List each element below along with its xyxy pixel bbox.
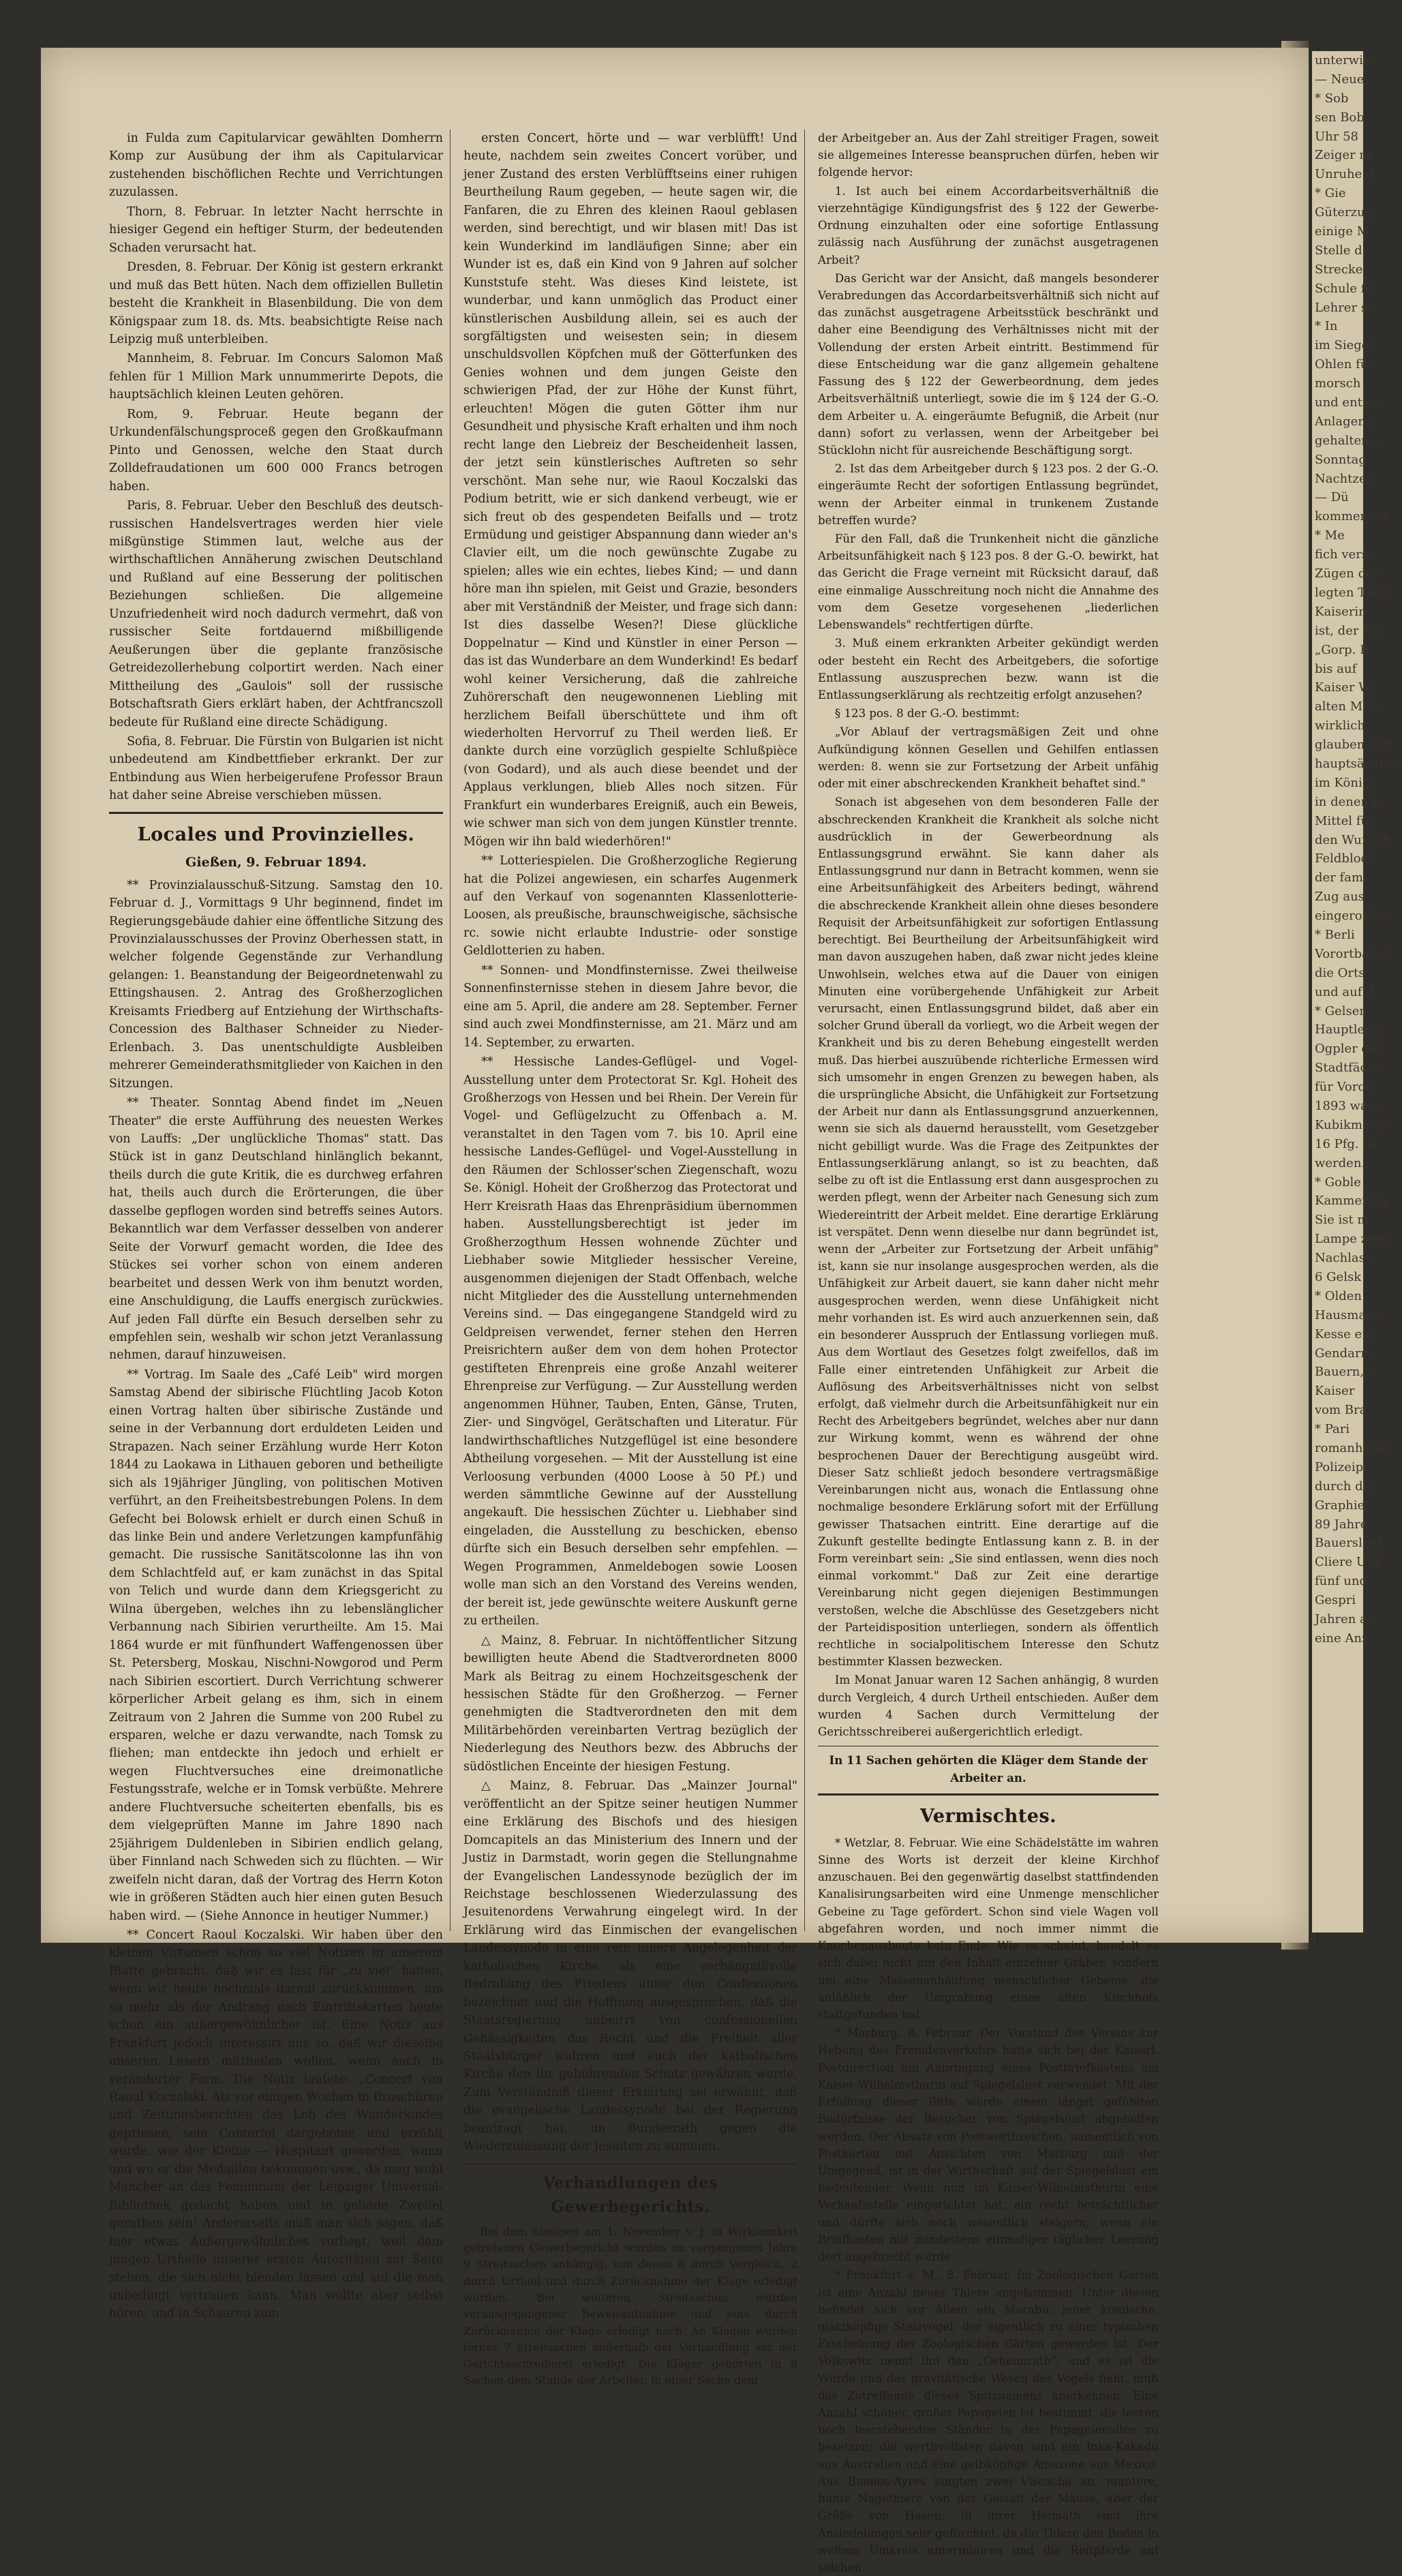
- adjacent-page-line: * Gelsen: [1315, 1003, 1367, 1018]
- adjacent-page-line: Güterzug: [1315, 205, 1373, 220]
- adjacent-page-line: Lehrer so: [1315, 300, 1375, 315]
- adjacent-page-line: Sie ist m: [1315, 1213, 1369, 1228]
- court-item: 1. Ist auch bei einem Accordarbeitsverhältniß die vierzehntägige Kündigungsfrist des § 122 der Gewerbe-Ordnung einzuhalten oder eine sofortige Entlassung zulässig nach Ausführung der zunächst ausgetragenen Arbeit?: [818, 184, 1159, 267]
- news-item: Mannheim, 8. Februar. Im Concurs Salomon Maß fehlen für 1 Million Mark unnummerirte Depots, die hauptsächlich kleinen Leuten gehören.: [109, 352, 443, 402]
- adjacent-page-line: 89 Jahre: [1315, 1517, 1368, 1532]
- adjacent-page-line: gehalten s: [1315, 433, 1380, 448]
- news-item: in Fulda zum Capitularvicar gewählten Domherrn Komp zur Ausübung der ihm als Capitularvicar zustehenden bischöflichen Rechte und Verrichtungen zuzulassen.: [109, 132, 443, 200]
- column-3: [818, 130, 1159, 2574]
- adjacent-page-line: Kesse ein: [1315, 1327, 1374, 1342]
- adjacent-page-line: Zug aus: [1315, 890, 1365, 905]
- adjacent-page-line: legten Theil: [1315, 585, 1389, 600]
- adjacent-page-line: Kaiser: [1315, 1384, 1355, 1399]
- adjacent-page-line: Kubikmeter: [1315, 1117, 1388, 1132]
- adjacent-page-line: Nachtzeit: [1315, 471, 1375, 486]
- adjacent-page-line: — Dü: [1315, 490, 1349, 505]
- adjacent-page-line: im Königl: [1315, 775, 1374, 790]
- adjacent-page-line: Polizeipr: [1315, 1459, 1369, 1474]
- court-item: 2. Ist das dem Arbeitgeber durch § 123 pos. 2 der G.-O. eingeräumte Recht der sofortigen Entlassung begründet, wenn der Arbeiter einmal in trunkenem Zustande betreffen wurde?: [818, 462, 1159, 527]
- misc-news-item: * Wetzlar, 8. Februar. Wie eine Schädelstätte im wahren Sinne des Worts ist derzeit der kleine Kirchhof anzuschauen. Bei den gegenwärtig daselbst stattfindenden Kanalisirungsarbeiten wird eine Unmenge menschlicher Gebeine zu Tage gefördert. Schon sind viele Wagen voll abgefahren worden, und noch immer nimmt die Knochenausbeute kein Ende. Wie es scheint, handelt es sich dabei nicht um den Inhalt einzelner Gräber, sondern um eine Massenanhäufung menschlicher Gebeine, die anläßlich der Umgrabung eines alten Kirchhofs stattgefunden hat.: [818, 1836, 1159, 2021]
- adjacent-page-line: Zeiger m: [1315, 148, 1371, 163]
- adjacent-page-line: * Sob: [1315, 91, 1349, 106]
- gewerbe-paragraph: Bei dem hiesigen am 1. November v. J. in Wirksamkeit getretenen Gewerbegericht wurden im vergangenen Jahre 9 Streitsachen anhängig, von denen 6 durch Vergleich, 2 durch Urtheil und durch Zurücknahme der Klage erledigt wurden. Bei weiteren Streitsachen wurden vorausgegangener Beweisaufnahme und eine durch Zurücknahme der Klage erledigt nach. An Klagen wurden ferner 7 Streitsachen außerhalb der Verhandlung vor der Gerichtsschreiberei erledigt. Die Kläger gehörten in 8 Sachen dem Stande der Arbeiter, in einer Sache dem: [463, 2224, 797, 2387]
- misc-news-item: * Marburg, 8. Februar. Der Vorstand des Vereins zur Hebung des Fremdenverkehrs hatte sich bei der Kaiserl. Postdirection um Anbringung eines Postbriefkastens am Kaiser-Wilhelmsthurm auf Spiegelslust verwendet. Mit der Erfüllung dieser Bitte würde einem längst gefühlten Bedürfnisse der Besucher von Spiegelslust abgeholfen werden. Der Absatz von Postwerthzeichen, namentlich von Postkarten mit Ansichten von Marburg und der Umgegend, ist in der Wirthschaft auf der Spiegelslust ein bedeutender. Wenn nun im Kaiser-Wilhelmsthurm eine Verkaufsstelle eingerichtet hat, ein recht beträchtlicher und dürfte sich noch wesentlich steigern, wenn ein Briefkasten mit mindestens einmaliger täglicher Leerung dort angebracht würde.: [818, 2027, 1159, 2264]
- section-title-gewerbegericht: Verhandlungen des Gewerbegerichts.: [543, 2173, 718, 2216]
- dateline: Gießen, 9. Februar 1894.: [185, 854, 367, 870]
- adjacent-page-line: * Berli: [1315, 927, 1355, 942]
- closing-line: In 11 Sachen gehörten die Kläger dem Stande der Arbeiter an.: [829, 1753, 1148, 1785]
- court-item: Sonach ist abgesehen von dem besonderen Falle der abschreckenden Krankheit die Krankheit als solche nicht ausdrücklich in der Gewerbeordnung als Entlassungsgrund erwähnt. Sie kann daher als Entlassungsgrund nur dann in Betracht kommen, wenn sie eine Arbeitsunfähigkeit des Arbeiters bedingt, während die abschreckende Krankheit allein ohne dieses besondere Requisit der Arbeitsunfähigkeit zur sofortigen Entlassung berechtigt. Bei Beurtheilung der Arbeitsunfähigkeit wird man davon auszugehen haben, daß zwar nicht jedes kleine Unwohlsein, welches etwa auf die Dauer von einigen Minuten eine vorübergehende Unfähigkeit zur Arbeit verursacht, einen Entlassungsgrund bildet, daß aber ein solcher Grund überall da vorliegt, wo die Arbeit wegen der Krankheit und bis zu deren Behebung eingestellt werden muß. Das hierbei auszuübende richterliche Ermessen wird sich umsomehr in engen Grenzen zu bewegen haben, als die ursprüngliche Absicht, die Unfähigkeit zur Fortsetzung der Arbeit nur dann als Entlassungsgrund anzuerkennen, wenn sie sich als dauernd herausstellt, vom Gesetzgeber nicht gebilligt wurde. Was die Frage des Zeitpunktes der Entlassungserklärung anlangt, so ist zu beachten, daß selbe zu oft ist die Entlassung erst dann ausgesprochen zu werden pflegt, wenn der Arbeiter nach Genesung sich zum Wiedereintritt der Arbeit meldet. Eine derartige Erklärung ist verspätet. Denn wenn dieselbe nur dann begründet ist, wenn der „Arbeiter zur Fortsetzung der Arbeit unfähig" ist, kann sie nur insolange ausgesprochen werden, als die Unfähigkeit zur Arbeit dauert, sie kann daher nicht mehr ausgesprochen werden, wenn diese Unfähigkeit nicht mehr vorhanden ist. Es wird auch anzuerkennen sein, daß ein besonderer Ausspruch der Entlassung vorliegen muß. Aus dem Wortlaut des Gesetzes folgt zweifellos, daß im Falle einer eintretenden Unfähigkeit zur Arbeit die Auflösung des Arbeitsverhältnisses nicht von selbst erfolgt, daß vielmehr durch die Arbeitsunfähigkeit nur ein Recht des Arbeitgebers begründet, welches aber nur dann zur Wirkung kommt, wenn es während der ohne besprochenen Dauer der Berechtigung ausgeübt wird. Dieser Satz schließt jedoch besondere vertragsmäßige Vereinbarungen nicht aus, wonach die Entlassung ohne nochmalige besondere Erklärung sofort mit der Erfüllung gewisser Thatsachen eintritt. Eine derartige auf die Zukunft gestellte bedingte Entlassung kann z. B. in der Form vereinbart sein: „Sie sind entlassen, wenn dies noch einmal vorkommt." Daß zur Zeit eine derartige Vereinbarung nicht gegen diejenigen Bestimmungen verstoßen, welche die Abschlüsse des Gesetzgebers nicht der Parteidisposition unterliegen, sondern als öffentlich rechtliche in socialpolitischem Interesse den Schutz bestimmter Klassen bezwecken.: [818, 795, 1159, 1669]
- local-news-item: ** Concert Raoul Koczalski. Wir haben über den kleinen Virtuosen schon so viel Notizen in unserem Blatte gebracht, daß wir es fast für „zu viel" halten, wenn wir heute nochmals darauf zurückkommen, um so mehr als der Andrang nach Eintrittskarten heute schon ein außergewöhnlicher ist. Eine Notiz aus Frankfurt jedoch interessirt uns so, daß wir dieselbe unseren Lesern mittheilen wollen, wenn auch in veränderter Form. Die Notiz lautete: „Concert von Raoul Koczalski. Als vor einigen Wochen in Broschüren und Zeitungsberichten das Lob des Wunderkindes gepriesen, sein Conterfei dargeboten und erzählt wurde, wie der Kleine — Hospitant geworden, wann und wo er die Medaillen bekommen usw., da mag wohl Mancher an das Femininum der Leipziger Universal-Bibliothek gedacht haben und in gelinde Zweifel gerathen sein! Andererseits muß man sich sagen, daß hier etwas Außergewöhnliches vorliegt, weil dem jungen Urtheile unserer ersten Autoritäten zur Seite stehen, die sich nicht blenden lassen und auf die man unbedingt vertrauen kann. Man wollte aber selbst hören, und in Schaaren zum: [109, 1928, 443, 2321]
- adjacent-page-line: fünf und: [1315, 1574, 1367, 1589]
- adjacent-page-line: die Orts: [1315, 965, 1365, 980]
- adjacent-page-line: Anlagen n: [1315, 414, 1378, 429]
- adjacent-page-line: Gespri: [1315, 1593, 1356, 1608]
- column-divider: [450, 130, 451, 1931]
- adjacent-page-line: unterwiki: [1315, 53, 1375, 67]
- adjacent-page-line: einige M: [1315, 224, 1370, 239]
- adjacent-page-line: Zügen der: [1315, 566, 1380, 581]
- adjacent-page-line: im Siegen: [1315, 338, 1377, 353]
- adjacent-page-line: * Me: [1315, 528, 1345, 543]
- adjacent-page-line: Ohlen für: [1315, 357, 1374, 372]
- adjacent-page-line: alten Mob: [1315, 699, 1378, 714]
- adjacent-page-line: Kaiserin: [1315, 604, 1367, 619]
- news-item: Dresden, 8. Februar. Der König ist gestern erkrankt und muß das Bett hüten. Nach dem offiziellen Bulletin besteht die Krankheit in Blasenbildung. Die von dem Königspaar zum 18. ds. Mts. beabsichtigte Reise nach Leipzig muß unterbleiben.: [109, 260, 443, 346]
- adjacent-page-line: Bauern, d: [1315, 1365, 1376, 1380]
- adjacent-page-line: Lampe zerri: [1315, 1232, 1390, 1247]
- adjacent-page-line: und auf d: [1315, 984, 1374, 999]
- court-item: 3. Muß einem erkrankten Arbeiter gekündigt werden oder besteht ein Recht des Arbeitgebers, die sofortige Entlassung auszusprechen bezw. wann ist die Entlassungserklärung als rechtzeitig erfolgt anzusehen?: [818, 637, 1159, 701]
- adjacent-page-line: kommender: [1315, 509, 1389, 524]
- local-news-item: ** Provinzialausschuß-Sitzung. Samstag den 10. Februar d. J., Vormittags 9 Uhr beginnend, findet im Regierungsgebäude dahier eine öffentliche Sitzung des Provinzialausschusses der Provinz Oberhessen statt, in welcher folgende Gegenstände zur Verhandlung gelangen: 1. Beanstandung der Beigeordnetenwahl zu Ettingshausen. 2. Antrag des Großherzoglichen Kreisamts Friedberg auf Entziehung der Wirthschafts-Concession des Balthaser Schneider zu Nieder-Erlenbach. 3. Das unentschuldigte Ausbleiben mehrerer Gemeinderathsmitglieder von Kaichen in den Sitzungen.: [109, 878, 443, 1091]
- news-item: ersten Concert, hörte und — war verblüfft! Und heute, nachdem sein zweites Concert vorüber, und jener Zustand des ersten Verblüfftseins einer ruhigen Beurtheilung Raum gegeben, — heute sagen wir, die Fanfaren, die zu Ehren des kleinen Raoul geblasen werden, sind berechtigt, und wir blasen mit! Das ist kein Wunderkind im landläufigen Sinne; aber ein Wunder ist es, daß ein Kind von 9 Jahren auf solcher Kunststufe steht. Was dieses Kind leistete, ist wunderbar, und kann unmöglich das Product einer künstlerischen Ausbildung allein, sei es auch der sorgfältigsten und weisesten sein; in diesem unschuldsvollen Köpfchen muß der Götterfunken des Genies wohnen und dem jungen Geiste den schwierigen Pfad, der zur Höhe der Kunst führt, erleuchten! Mögen die guten Götter ihm nur Gesundheit und physische Kraft erhalten und ihm noch recht lange den Liebreiz der Bescheidenheit lassen, der jetzt sein künstlerisches Auftreten so sehr verschönt. Man sehe nur, wie Raoul Koczalski das Podium betritt, wie er sich dankend verbeugt, wie er sich freut ob des gespendeten Beifalls und — trotz Ermüdung und geistiger Abspannung dann wieder an's Clavier eilt, um die noch gewünschte Zugabe zu spielen; alles wie ein echtes, liebes Kind; — und dann höre man ihn spielen, mit Geist und Grazie, besonders aber mit Verständniß der Meister, und frage sich dann: Ist dies dasselbe Wesen?! Diese glückliche Doppelnatur — Kind und Künstler in einer Person — das ist das Wunderbare an dem Wunderkind! Es bedarf wohl keiner Versicherung, daß die zahlreiche Zuhörerschaft den neugewonnenen Liebling mit herzlichem Beifall überschüttete und ihm oft wiederholten Hervorruf zu Theil werden ließ. Er dankte durch eine vorzüglich gespielte Schlußpièce (von Godard), und als auch diese beendet und der Applaus verklungen, blieb Alles noch sitzen. Für Frankfurt ein wunderbares Ereigniß, auch ein Beweis, wie schwer man sich von dem jungen Künstler trennte. Mögen wir ihn bald wiederhören!": [463, 132, 797, 849]
- adjacent-page-line: morsch: [1315, 376, 1361, 391]
- intro-paragraph: der Arbeitgeber an. Aus der Zahl streitiger Fragen, soweit sie allgemeines Interesse beanspruchen dürfen, heben wir folgende hervor:: [818, 132, 1159, 179]
- news-item: △ Mainz, 8. Februar. Das „Mainzer Journal" veröffentlicht an der Spitze seiner heutigen Nummer eine Erklärung des Bischofs und des hiesigen Domcapitels an das Ministerium des Innern und der Justiz in Darmstadt, worin gegen die Stellungnahme der Evangelischen Landessynode bezüglich der im Reichstage beschlossenen Wiederzulassung des Jesuitenordens Verwahrung eingelegt wird. In der Erklärung wird das Einmischen der evangelischen Landessynode in eine rein innere Angelegenheit der katholischen Kirche als eine verhängnißvolle Bedrohung des Friedens unter den Confessionen bezeichnet und die Hoffnung ausgesprochen, daß die Staatsregierung unbeirrt von confessionellen Gehässigkeiten das Recht und die Freiheit aller Staatsbürger wahren und auch der katholischen Kirche den ihr gebührenden Schutz gewähren werde. Zum Verständniß dieser Erklärung sei erwähnt, daß die evangelische Landessynode bei der Regierung beantragt hat, im Bundesrath gegen die Wiederzulassung der Jesuiten zu stimmen.: [463, 1779, 797, 2154]
- news-item: ** Sonnen- und Mondfinsternisse. Zwei theilweise Sonnenfinsternisse stehen in diesem Jahre bevor, die eine am 5. April, die andere am 28. September. Ferner sind auch zwei Mondfinsternisse, am 21. März und am 14. September, zu erwarten.: [463, 963, 797, 1050]
- section-title-vermischtes: Vermischtes.: [919, 1805, 1057, 1827]
- news-item: ** Lotteriespielen. Die Großherzogliche Regierung hat die Polizei angewiesen, ein scharfes Augenmerk auf den Verkauf von sogenannten Klassenlotterie-Loosen, als preußische, braunschweigische, sächsische rc. sowie nicht erlaubte Industrie- oder sonstige Geldlotterien zu haben.: [463, 854, 797, 958]
- adjacent-page-line: durch die: [1315, 1479, 1375, 1494]
- adjacent-page-line: fich versi: [1315, 547, 1372, 562]
- news-item: △ Mainz, 8. Februar. In nichtöffentlicher Sitzung bewilligten heute Abend die Stadtverordneten 8000 Mark als Beitrag zu einem Hochzeitsgeschenk der hessischen Städte für den Großherzog. — Ferner genehmigten die Stadtverordneten den mit dem Militärbehörden vereinbarten Vertrag bezüglich der Niederlegung des Neuthors bezw. des Abbruchs der südöstlichen Enceinte der hiesigen Festung.: [463, 1633, 797, 1774]
- court-item: „Vor Ablauf der vertragsmäßigen Zeit und ohne Aufkündigung können Gesellen und Gehilfen entlassen werden: 8. wenn sie zur Fortsetzung der Arbeit unfähig oder mit einer abschreckenden Krankheit behaftet sind.": [818, 725, 1159, 791]
- adjacent-page-line: Ogpler des: [1315, 1042, 1383, 1057]
- adjacent-page-line: hauptsächlich: [1315, 756, 1402, 771]
- adjacent-page-line: Nachlass: [1315, 1251, 1372, 1266]
- adjacent-page-line: der fami: [1315, 870, 1367, 885]
- adjacent-page-line: Cliere Unt: [1315, 1555, 1380, 1570]
- adjacent-page-line: glauben, mit: [1315, 738, 1393, 753]
- adjacent-page-line: Strecke: [1315, 262, 1363, 277]
- adjacent-page-line: für Vorori: [1315, 1080, 1375, 1095]
- section-title-locales: Locales und Provinzielles.: [137, 823, 415, 845]
- section-rule: [109, 812, 443, 814]
- adjacent-page-line: * Goble: [1315, 1175, 1361, 1189]
- adjacent-page-line: Jahren au: [1315, 1612, 1375, 1627]
- court-item: Das Gericht war der Ansicht, daß mangels besonderer Verabredungen das Accordarbeitsverhältniß sich nicht auf das zunächst ausgetragene Arbeitsstück beschränkt und daher eine Beendigung des Verhältnisses nicht mit der Vollendung der ersten Arbeit eintritt. Bestimmend für diese Entscheidung war die ganz allgemein gehaltene Fassung des § 122 der Gewerbeordnung, dem jedes Arbeitsverhältniß unterliegt, sowie die im § 124 der G.-O. dem Arbeiter u. A. eingeräumte Befugniß, die Arbeit (nur dann) sofort zu verlassen, wenn der Arbeitgeber bei Stücklohn nicht für ausreichende Beschäftigung sorgt.: [818, 271, 1159, 457]
- adjacent-page-line: und entier: [1315, 395, 1380, 410]
- adjacent-page-line: Schule fo: [1315, 281, 1373, 296]
- adjacent-page-line: den Wunsch: [1315, 832, 1391, 847]
- adjacent-page-line: Hauptlerei: [1315, 1022, 1382, 1037]
- column-2: [463, 130, 797, 2387]
- adjacent-page-line: in denen h: [1315, 794, 1381, 809]
- adjacent-page-line: * Gie: [1315, 186, 1346, 201]
- adjacent-page-line: 16 Pfg. be: [1315, 1136, 1378, 1151]
- adjacent-page-line: Graphie: [1315, 1498, 1365, 1513]
- adjacent-page-line: eingeroffen: [1315, 909, 1386, 924]
- adjacent-page-line: werden.: [1315, 1155, 1366, 1170]
- news-item: Thorn, 8. Februar. In letzter Nacht herrschte in hiesiger Gegend ein heftiger Sturm, der bedeutenden Schaden verursacht hat.: [109, 204, 443, 255]
- news-item: ** Hessische Landes-Geflügel- und Vogel-Ausstellung unter dem Protectorat Sr. Kgl. Hoheit des Großherzogs von Hessen und bei Rhein. Der Verein für Vogel- und Geflügelzucht zu Offenbach a. M. veranstaltet in den Tagen vom 7. bis 10. April eine hessische Landes-Geflügel- und Vogel-Ausstellung in den Räumen der Schlosser'schen Ziegenschaft, wozu Se. Königl. Hoheit der Großherzog das Protectorat und Herr Kreisrath Haas das Ehrenpräsidium übernommen haben. Ausstellungsberechtigt ist jeder im Großherzogthum Hessen wohnende Züchter und Liebhaber sowie Mitglieder hessischer Vereine, ausgenommen diejenigen der Stadt Offenbach, welche nicht Mitglieder des die Ausstellung unternehmenden Vereins sind. — Das eingegangene Standgeld wird zu Geldpreisen verwendet, ferner stehen den Herren Preisrichtern außer dem von dem hohen Protector gestifteten Ehrenpreis eine große Anzahl weiterer Ehrenpreise zur Verfügung. — Zur Ausstellung werden angenommen Hühner, Tauben, Enten, Gänse, Truten, Zier- und Singvögel, Gerätschaften und Literatur. Für landwirthschaftliches Nutzgeflügel ist eine besondere Abtheilung vorgesehen. — Mit der Ausstellung ist eine Verloosung verbunden (4000 Loose à 50 Pf.) und werden sämmtliche Gewinne auf der Ausstellung angekauft. Die hessischen Züchter u. Liebhaber sind eingeladen, die Ausstellung zu beschicken, ebenso dürfte sich ein Besuch derselben sehr empfehlen. — Wegen Programmen, Anmeldebogen sowie Loosen wolle man sich an den Vorstand des Vereins wenden, der bereit ist, jede gewünschte weitere Auskunft gerne zu ertheilen.: [463, 1055, 797, 1628]
- court-item: Im Monat Januar waren 12 Sachen anhängig, 8 wurden durch Vergleich, 4 durch Urtheil entschieden. Außer dem wurden 4 Sachen durch Vermittelung der Gerichtsschreiberei außergerichtlich erledigt.: [818, 1673, 1159, 1739]
- adjacent-page-line: — Neue: [1315, 72, 1365, 87]
- news-item: Paris, 8. Februar. Ueber den Beschluß des deutsch-russischen Handelsvertrages werden hier viele mißgünstige Stimmen laut, welche aus der wirthschaftlichen Annäherung zwischen Deutschland und Rußland auf eine Besserung der politischen Beziehungen schließen. Die allgemeine Unzufriedenheit wird noch dadurch vermehrt, daß von russischer Seite fortdauernd mißbilligende Aeußerungen über die geplante französische Getreidezollerhebung colportirt werden. Nach einer Mittheilung des „Gaulois" soll der russische Botschaftsrath Giers erklärt haben, der Achtfrancszoll bedeute für Rußland eine directe Schädigung.: [109, 499, 443, 729]
- news-item: Sofia, 8. Februar. Die Fürstin von Bulgarien ist nicht unbedeutend am Kindbettfieber erkrankt. Der zur Entbindung aus Wien herbeigerufene Professor Braun hat daher seine Abreise verschieben müssen.: [109, 734, 443, 803]
- adjacent-page-line: Feldblock: [1315, 851, 1375, 866]
- adjacent-page-line: Hausmann: [1315, 1307, 1382, 1322]
- misc-news-item: * Frankfurt a. M., 8. Februar. Im Zoologischen Garten ist eine Anzahl neuer Thiere angekommen. Unter diesen befindet sich vor Allem ein Marabu, jener komische, glatzköpfige Stelzvogel, der eigentlich zu einer typischen Erscheinung der Zoologischen Gärten geworden ist. Der Volkswitz nennt ihn den „Geheimrath", und es ist die Würde und das gravitätische Wesen des Vogels fieht, muß das Zutreffende dieses Spitznamens anerkennen. Eine Anzahl schöner, großer Papageien ist bestimmt, die leeren noch leerstehenden Ständer in der Papageienallee zu besetzen; die werthvollsten davon sind ein Inka-Kakadu aus Australien und eine gelbköpfige Amazone aus Mexico. Aus Buenos-Ayres langten zwei Viscacha an, muntere, bunte Nagethiere von der Gestalt der Mäuse, aber der Größe von Hasen. In ihrer Heimath sind ihre Ansiedelungen sehr gefürchtet, da die Thiere den Boden in weitem Umkreis unterminiren und die Reitpferde auf solchen: [818, 2269, 1159, 2574]
- adjacent-page-line: ist, der Ra: [1315, 623, 1380, 638]
- local-news-item: ** Theater. Sonntag Abend findet im „Neuen Theater" die erste Aufführung des neuesten Werkes von Lauffs: „Der unglückliche Thomas" statt. Das Stück ist in ganz Deutschland hinlänglich bekannt, theils durch die gute Kritik, die es durchweg erfahren hat, theils auch durch die Erörterungen, die über dasselbe gepflogen worden sind betreffs seines Autors. Bekanntlich war dem Verfasser desselben von anderer Seite der Vorwurf gemacht worden, die Idee des Stückes sei vorher schon von einem anderen bearbeitet und dessen Werk von ihm benutzt worden, eine Anschuldigung, die Lauffs energisch zurückwies. Auf jeden Fall dürfte ein Besuch derselben sehr zu empfehlen sein, weshalb wir schon jetzt Veranlassung nehmen, darauf hinzuweisen.: [109, 1096, 443, 1363]
- section-rule: [463, 2163, 797, 2165]
- adjacent-page-line: romanhafte: [1315, 1441, 1387, 1456]
- adjacent-page-line: Mittel für: [1315, 813, 1375, 828]
- adjacent-page-line: * Olden: [1315, 1288, 1362, 1303]
- adjacent-page-line: „Gorp. B: [1315, 642, 1369, 657]
- adjacent-page-line: Stelle d: [1315, 243, 1362, 258]
- adjacent-page-line: Gendarm: [1315, 1346, 1373, 1361]
- adjacent-page-line: Sonntag: [1315, 452, 1367, 467]
- adjacent-page-line: 6 Gelsk: [1315, 1270, 1362, 1284]
- adjacent-page-line: Stadtfäckel: [1315, 1061, 1386, 1076]
- adjacent-page-line: Uhr 58: [1315, 129, 1358, 144]
- adjacent-page-fragment: [1312, 51, 1402, 1933]
- adjacent-page-line: vom Bra: [1315, 1403, 1367, 1418]
- adjacent-page-line: eine Anz: [1315, 1631, 1369, 1646]
- column-1: [109, 130, 443, 2321]
- column-divider: [804, 130, 805, 1931]
- adjacent-page-line: Kaiser Wi: [1315, 680, 1375, 695]
- section-rule: [818, 1793, 1159, 1795]
- adjacent-page-line: * In: [1315, 319, 1338, 334]
- local-news-item: ** Vortrag. Im Saale des „Café Leib" wird morgen Samstag Abend der sibirische Flüchtling Jacob Koton einen Vortrag halten über sibirische Zustände und seine in der Verbannung dort erduldeten Leiden und Strapazen. Nach seiner Erzählung wurde Herr Koton 1844 zu Laokawa in Lithauen geboren und betheiligte sich als 19jähriger Jüngling, von politischen Motiven verführt, an den Freiheitsbestrebungen Polens. In dem Gefecht bei Bolowsk erhielt er durch einen Schuß in das linke Bein und andere Verletzungen kampfunfähig gemacht. Die russische Sanitätscolonne las ihn von dem Schlachtfeld auf, er kam zunächst in das Spital von Telich und wurde dann dem Kriegsgericht zu Wilna übergeben, welches ihn zu lebenslänglicher Verbannung nach Sibirien verurtheilte. Am 15. Mai 1864 wurde er mit fünfhundert Waffengenossen über St. Petersberg, Moskau, Nischni-Nowgorod und Perm nach Sibirien escortiert. Durch Verrichtung schwerer körperlicher Arbeit gelang es ihm, sich in einem Zeitraum von 2 Jahren die Summe von 200 Rubel zu ersparen, welche er dazu verwandte, nach Tomsk zu fliehen; man entdeckte ihn jedoch und erhielt er wegen Fluchtversuches eine dreimonatliche Festungsstrafe, welche er in Tomsk verbüßte. Mehrere andere Fluchtversuche scheiterten ebenfalls, bis es dem vielgeprüften Manne im Jahre 1890 nach 25jährigem Duldenleben in Sibirien endlich gelang, über Finnland nach Schweden sich zu flüchten. — Wir zweifeln nicht daran, daß der Vortrag des Herrn Koton wie in größeren Städten auch hier einen guten Besuch haben wird. — (Siehe Annonce in heutiger Nummer.): [109, 1367, 443, 1923]
- adjacent-page-line: * Pari: [1315, 1422, 1350, 1437]
- adjacent-page-line: bis auf: [1315, 661, 1357, 676]
- adjacent-page-line: Unruhe d: [1315, 167, 1374, 182]
- adjacent-page-line: Vorortbahnh: [1315, 946, 1393, 961]
- court-item: § 123 pos. 8 der G.-O. bestimmt:: [834, 707, 1020, 721]
- adjacent-page-line: 1893 war a: [1315, 1098, 1385, 1113]
- court-item: Für den Fall, daß die Trunkenheit nicht die gänzliche Arbeitsunfähigkeit nach § 123 pos. 8 der G.-O. bewirkt, hat das Gericht die Frage verneint mit Rücksicht darauf, daß eine einmalige Ausschreitung noch nicht die Annahme des vom dem Gesetze vorgesehenen „liederlichen Lebenswandels" rechtfertigen dürfte.: [818, 532, 1159, 632]
- adjacent-page-line: wirklich: [1315, 718, 1365, 733]
- adjacent-page-line: Bauersleut: [1315, 1536, 1383, 1551]
- news-item: Rom, 9. Februar. Heute begann der Urkundenfälschungsproceß gegen den Großkaufmann Pinto und Genossen, welche den Staat durch Zolldefraudationen um 600 000 Francs betrogen haben.: [109, 407, 443, 494]
- adjacent-page-line: Kammer da: [1315, 1194, 1387, 1209]
- adjacent-page-line: sen Bob: [1315, 110, 1365, 125]
